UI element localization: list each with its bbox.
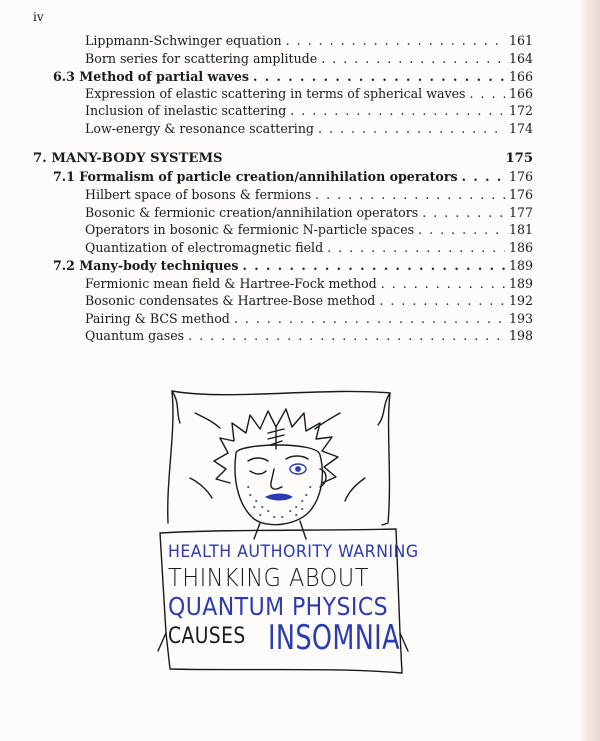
toc-section: 7.2 Many-body techniques . . . 189 bbox=[53, 258, 533, 273]
warning-title: HEALTH AUTHORITY WARNING bbox=[168, 542, 419, 562]
toc-entry: Operators in bosonic & fermionic N-particle spaces . . . 181 bbox=[85, 222, 533, 237]
toc-entry: Quantization of electromagnetic field . . . 186 bbox=[85, 240, 533, 255]
warning-line-quantum: QUANTUM PHYSICS bbox=[168, 592, 389, 621]
toc-entry: Quantum gases . . . 198 bbox=[85, 328, 533, 343]
warning-line-thinking: THINKING ABOUT bbox=[168, 563, 369, 592]
open-eye-icon bbox=[290, 464, 306, 474]
toc-section: 7.1 Formalism of particle creation/annihilation operators . . . 176 bbox=[53, 169, 533, 184]
pillow-outline bbox=[168, 391, 390, 525]
page-number: iv bbox=[33, 10, 44, 24]
mouth-icon bbox=[266, 494, 292, 500]
warning-insomnia-label: INSOMNIA bbox=[268, 618, 400, 658]
toc-entry: Pairing & BCS method . . . 193 bbox=[85, 311, 533, 326]
warning-line-insomnia bbox=[168, 618, 400, 658]
toc-entry: Born series for scattering amplitude . . . 164 bbox=[85, 51, 533, 66]
toc-entry: Bosonic & fermionic creation/annihilation operators . . . 177 bbox=[85, 205, 533, 220]
face-outline bbox=[235, 445, 322, 525]
toc-entry: Bosonic condensates & Hartree-Bose method . . . 192 bbox=[85, 293, 533, 308]
warning-causes-label: CAUSES bbox=[168, 624, 246, 649]
toc-entry: Inclusion of inelastic scattering . . . 172 bbox=[85, 103, 533, 118]
hair-outline bbox=[220, 409, 338, 483]
toc-entry: Fermionic mean field & Hartree-Fock method . . . 189 bbox=[85, 276, 533, 291]
toc-chapter: 7. MANY-BODY SYSTEMS 175 bbox=[33, 151, 533, 166]
toc-entry: Hilbert space of bosons & fermions . . . 176 bbox=[85, 187, 533, 202]
page-edge-shadow bbox=[578, 0, 600, 741]
toc-entry: Low-energy & resonance scattering . . . 174 bbox=[85, 121, 533, 136]
toc-entry: Expression of elastic scattering in terms of spherical waves . . . 166 bbox=[85, 86, 533, 101]
toc-section: 6.3 Method of partial waves . . . 166 bbox=[53, 69, 533, 84]
toc-entry: Lippmann-Schwinger equation . . . 161 bbox=[85, 33, 533, 48]
